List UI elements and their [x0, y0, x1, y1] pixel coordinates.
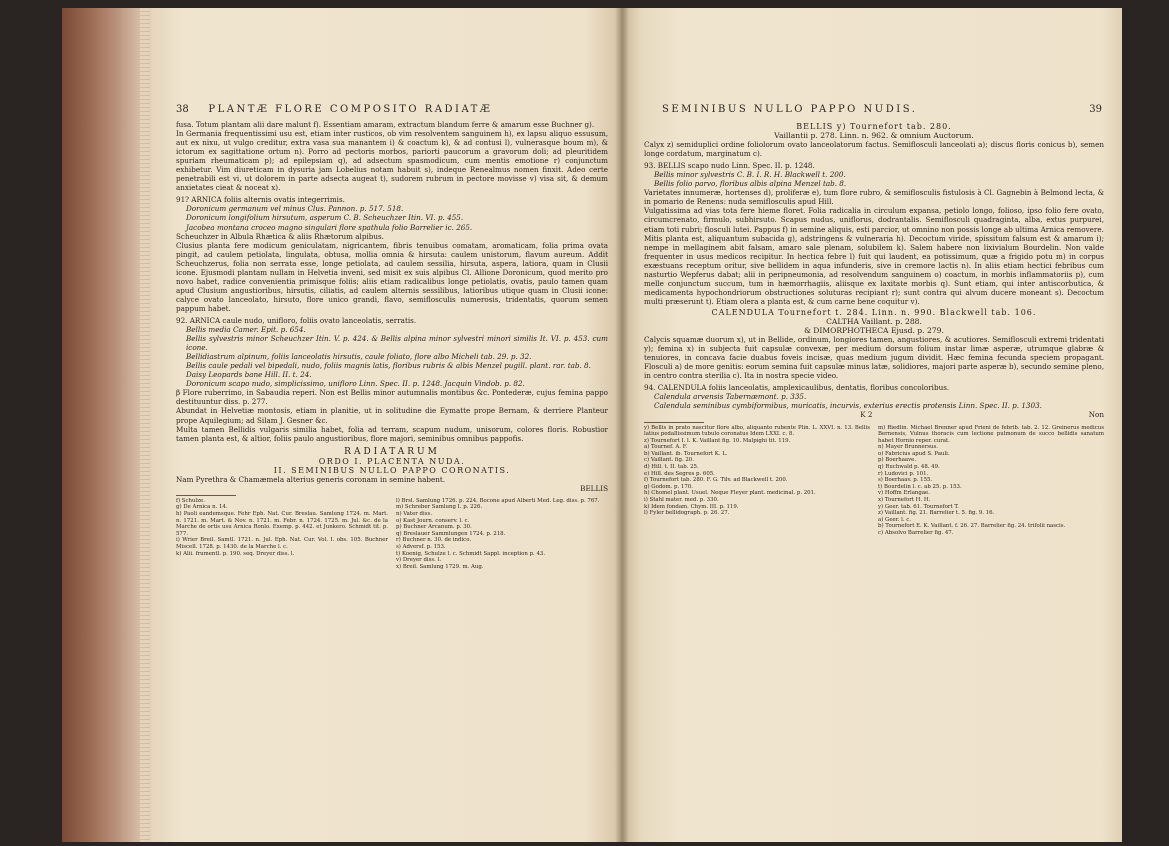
book-gutter [615, 8, 629, 842]
species-91-title: 91? ARNICA foliis alternis ovatis integerrimis. [176, 195, 345, 205]
footnote: m) Riedlin. Michael Brenner apud Frieni de febrib. tab. 2. 12. Greinerus medicus Bernensis, Vulnus thoracis cum lectione pulmonum de succo bellidis sanatum habet Hornio reper. curat. [878, 424, 1104, 444]
genus-heading: BELLIS y) Tournefort tab. 280. [796, 122, 952, 131]
synonym: Bellis sylvestris minor Scheuchzer Itin. V. p. 424. & Bellis alpina minor sylvestri minori similis It. VI. p. 453. cum icone. [186, 334, 608, 353]
footnote: v) Hoffm Erlangae. [878, 490, 930, 497]
footnote: i) Stahl mater. med. p. 330. [644, 497, 719, 504]
footnote: g) De Arnica n. 14. [176, 504, 228, 511]
footnote: b) Vaillant. ib. Tournefort K. L. [644, 450, 728, 457]
book-cover-edge [62, 8, 154, 842]
footnote: x) Tournefort H. H. [878, 497, 931, 504]
footnote: d) Hill. t. II. tab. 25. [644, 464, 699, 471]
section-intro: Nam Pyrethra & Chamæmela alterius generis coronam in semine habent. [176, 474, 446, 484]
footnote: r) Ludovici p. 101. [878, 470, 929, 477]
genus-description: Calycis squamæ duorum x), ut in Bellide, ordinum, longiores tamen, angustiores, & acutiores. Semiflosculi extremi tridentati y); femina x) in subjecta fuit capsulæ convexæ, per medium dorsum folium instar limæ asperæ, utrumque glabræ & tenuiores, in concava facie duabus foveis incisæ, quas medium jugum dividit. Hæc femina fecunda speciem propagant. Flosculi a) de more genitis: eorum semina fuit capsulæ minus latæ, solidiores, majori parte asperæ b), secundo semine pleno, in centro contra sterilia c). Ita in nostra specie video. [644, 335, 1104, 381]
left-text-block [176, 120, 608, 570]
synonym: Doronicum germanum vel minus Clus. Pannon. p. 517. 518. [186, 204, 404, 214]
species-93-text: Mitis planta est, aliquantum subacida g), adstringens & vulneraria h). Decoctum viride, spissitum falsum est & amarum i); nempe in mellaginem abit falsam, amaro sale plenam, solubilem k). Salem habere non lixivialum Bourdelin. Non valde frequenter in usus medicos recipitur. In hectica febre l) fuit qui laudent, ea potissimum, quæ a frigido potu m) in corpus exæstuans receptum oritur, sive bellidem in aqua infunderis, sive in cremore lactis n). In aliis etiam hectici febribus cum nasturtio Wepferus dabat; alii in peripneumonia, ad resolvendum sanguinem o) coactum, in morbis inflammatoriis p), cum melle conjunctum succum, tum in hæmorrhagiis, aliisque ex laxitate morbis q). Sunt etiam, qui inter antiscorbutica, & medicamenta hypochondriorum obstructiones soluturas recipiant r); sunt contra qui alvum ducere moneant s). Decoctum multi præserunt t). Etiam olera a planta est, & cum carne bene coquitur v). [644, 233, 1104, 306]
species-94-title: 94. CALENDULA foliis lanceolatis, amplexicaulibus, dentatis, floribus concoloribus. [644, 383, 950, 393]
footnote: t) Koenig, Schulze l. c. Schmidt Sappl. inception p. 43. [396, 550, 546, 557]
synonym: Scheuchzer in Albula Rhætica & aliis Rhætorum alpibus. [176, 231, 384, 241]
footnote-column [878, 425, 1104, 537]
synonym: Bellis minor sylvestris C. B. I. R. H. Blackwell t. 200. [654, 170, 846, 180]
synonym: Bellis folio parvo, floribus albis alpina Menzel tab. 8. [654, 179, 847, 189]
left-footnotes [176, 498, 608, 571]
footnote: q) Breslauer Sammlungen 1724. p. 218. [396, 530, 506, 537]
footnote: t) Bourdelin l. c. ab 25. p. 153. [878, 483, 962, 490]
genus-subheading: Vaillantii p. 278. Linn. n. 962. & omnium Auctorum. [774, 131, 974, 141]
synonym: Daisy Leopards bane Hill. II. t. 24. [186, 370, 312, 380]
footnote: z) Tournefort I. l. K. Vaillant fig. 10. Malpighi tit. 119. [644, 437, 791, 444]
footnote: m) Schreber Samlung I. p. 226. [396, 504, 483, 511]
catchword: BELLIS [580, 483, 608, 493]
species-92-text: Multa tamen Bellidis vulgaris similia habet, folia ad terram, scapum nudum, unisorum, colores floris. Robustior tamen planta est, & altior, foliis paulo angustioribus, flore majori, seminibus omnibus pappofis. [176, 424, 608, 443]
left-page-number: 38 [176, 104, 189, 115]
right-running-title: SEMINIBUS NULLO PAPPO NUDIS. [662, 104, 918, 115]
footnote: l) Brsl. Samlung 1726. p. 224. Bocone apud Alberti Med. Leg. diss. p. 767. [396, 497, 600, 504]
species-93-title: 93. BELLIS scapo nudo Linn. Spec. II. p. 1248. [644, 161, 815, 171]
genus-subheading: CALTHA Vaillant. p. 288. [826, 316, 922, 326]
footnote-column [176, 498, 388, 571]
species-91-text: Clusius planta fere modicum geniculatam, nigricantem, fibris tenuibus comatam, aromaticam, folia prima ovata pingit, ad caulem petiolata, lingulata, obtusa, mollia omnia & hirsuta: caulem unistorum, flavum aureum. Addit Scheuchzerus, folia non serrata esse, longe petiolata, ad caulem sessilia, hirsuta, aspera, latiora, quam in Clusii icone. Ejusmodi plantam nullam in Helvetia inveni, sed misit ex suis alpibus Cl. Allione Doronicum, quod merito pro novo habet, radice convenientia primisque foliis; aliis etiam radicalibus longe petiolatis, ovatis, paulo tamen quam apud Clusium angustioribus, hirsutis, ciliatis, ad caulem alternis sessilibus, latioribus utique quam in Clusii icone: calyce ovato lanceolato, hirsuto, flore unico grandi, flavo, semiflosculis numerosis, tridentatis, quorum semen pappum habet. [176, 240, 608, 313]
footnote: p) Buchner Arcanum. p. 30. [396, 524, 472, 531]
paragraph: In Germania frequentissimi usu est, etiam inter rusticos, ob vim resolventem sanguinem h), ex lapsu aliquo essusum, aut ex nixu, ut vulgo creditur, extra vasa sua manantem i) & coactum k), & ad contusi l), vulnerasque boum m), & ictorum ex sagittatione ortum n). Porro ad pectoris morbos, pariorti paucorum a gravorum doli; ad pleuritidem spuriam rheumaticam p); ad epilepsiam q), ad adsectum spasmodicum, cum mentis emotione r) conjunctum exhibetur. Vim diureticam in dysuria jam Lobelius notam habuit s), indeque Renealmus nomen finxit. Adeo certe penetrabili est vi, ut dolorem in parte adsecta augeat t), sudorem rubrum in pectore movisse v) visa sit, & demum anxietates cieat & noceat x). [176, 129, 608, 193]
footnote: o) Kast Journ. conserv. l. c. [396, 517, 470, 524]
footnote: c) Vaillant. fig. 20. [644, 457, 694, 464]
genus-heading: CALENDULA Tournefort t. 284. Linn. n. 990. Blackwell tab. 106. [711, 307, 1037, 317]
footnote: e) Hill. des Segres p. 605. [644, 470, 715, 477]
synonym: Doronicum scapo nudo, simplicissimo, unifloro Linn. Spec. II. p. 1248. Jacquin Vindob. p. 82. [186, 379, 525, 389]
footnote: a) Geer. l. c. [878, 516, 912, 523]
footnote: o) Fabricius apud S. Pauli. [878, 450, 950, 457]
footnote-column [396, 498, 608, 571]
right-running-head [662, 104, 1102, 115]
footnote: p) Boerhaave. [878, 457, 917, 464]
species-92-text: Abundat in Helvetiæ montosis, etiam in planitie, ut in solitudine die Eymatte prope Bernam, & derriere Planteur prope Aquilegium; ad Silam J. Gesner &c. [176, 406, 608, 425]
footnote: f) Tournefort tab. 280. F. G. Tilv. ad Blackwell t. 200. [644, 477, 788, 484]
footnote: c) Absolvo Barrelier fig. 47. [878, 530, 954, 536]
right-page-number: 39 [1089, 104, 1102, 115]
footnote: y) Geer. tab. 61. Tournefort T. [878, 503, 959, 510]
footnote: s) Boerhaav. p. 155. [878, 477, 933, 484]
signature-mark: K 2 [860, 410, 873, 420]
footnote: h) Paoli eandemsque. Fehr Eph. Nat. Cur. Breslau. Samlung 1724. m. Mart. n. 1721. m. Mart. & Nov. n. 1721. m. Febr. n. 1724. 1725. m. Jul. &c. de la Marche de ortis usu Arnica Ronlo. Exemp. p. 442. et Junkero. Schmidt tit. p. 577. [176, 511, 388, 537]
footnote: h) Chomel plant. Usuel. Neque Fleyer plant. medicinal. p. 201. [644, 490, 816, 497]
right-footnotes [644, 425, 1104, 537]
species-93-text: Vulgatissima ad vias tota fere hieme floret. Folia radicalia in circulum expansa, petiolo longo, folioso, ipso folio fere ovato, circumcrenato, firmulo, subhirsuto. Scapus nudus, uniflorus, dodrantalis. Semiflosculi quadraginta, alba, extus purpurei, etiam toti rubri; flosculi lutei. Pappus f) in semine aliquis, esti parcior, ut omnino non possis longe ab ultima Arnica removere. [644, 206, 1104, 234]
footnote-rule [176, 495, 236, 496]
species-92-title: 92. ARNICA caule nudo, unifloro, foliis ovato lanceolatis, serratis. [176, 315, 417, 325]
left-running-head [176, 104, 608, 115]
footnote: x) Breil. Samlung 1729. m. Aug. [396, 563, 484, 570]
footnote: l) Fyler bellidograph. p. 26. 27. [644, 510, 730, 517]
genus-description: Calyx z) semiduplici ordine foliolorum ovato lanceolatorum factus. Semiflosculi lanceolati a); discus floris conicus b), semen longe cordatum, marginatum c). [644, 140, 1104, 159]
footnote: n) Vater diss. [396, 511, 432, 518]
footnote: g) Godom. p. 170. [644, 483, 693, 490]
catchword: Non [1088, 410, 1104, 420]
species-92-text: β Flore ruberrimo, in Sabaudia reperi. Non est Bellis minor autumnalis montibus &c. Pontederæ, cujus femina pappo destituuntur diss. p. 277. [176, 388, 608, 407]
synonym: Doronicum longifolium hirsutum, asperum C. B. Scheuchzer Itin. VI. p. 455. [186, 213, 464, 223]
footnote: a) Tournef. A. F. [644, 444, 688, 451]
footnote: k) Alii. frumentl. p. 190. seq. Dreyer diss. l. [176, 550, 295, 557]
footnote: n) Mayer Brunnersus. [878, 444, 938, 451]
footnote: y) Bellis in prato nascitur flore albo, aliquanto rubente Plin. L. XXVI. n. 13. Bellis latius pedallissimum tubulo coronatus Idem LXXI. c. 8. [644, 424, 870, 438]
footnote: q) Ruchwald p. 48. 49. [878, 464, 940, 471]
synonym: Calendula seminibus cymbiformibus, muricatis, incurvis, exterius erectis protensis Linn. Spec. II. p. 1303. [654, 401, 1042, 411]
footnote: v) Dreyer diss. l. [396, 557, 442, 564]
left-running-title: PLANTÆ FLORE COMPOSITO RADIATÆ [208, 104, 493, 115]
section-heading: RADIATARUM [344, 446, 440, 457]
footnote: z) Vaillant. fig. 21. Barrelier t. 5. fig. 9. 16. [878, 510, 995, 517]
genus-subheading: & DIMORPHOTHECA Ejusd. p. 279. [804, 326, 944, 336]
left-page [154, 8, 622, 842]
synonym: Jacobea montana croceo magno singulari flore spathula folio Barrelier ic. 265. [186, 222, 473, 232]
open-book [62, 8, 1122, 842]
footnote: k) Idem fondam. Chym. III. p. 119. [644, 503, 739, 510]
footnote-rule [644, 422, 704, 423]
species-93-text: Varietates innumeræ, hortenses d), proliferæ e), tum flore rubro, & semiflosculis fistulosis à Cl. Gagnebin à Belmond lecta, & in pomario de Renens: nuda semiflosculis apud Hill. [644, 188, 1104, 207]
footnote: r) Buchner n. 30. de indico. [396, 537, 472, 544]
synonym: Bellidiastrum alpinum, foliis lanceolatis hirsutis, caule foliato, flore albo Micheli tab. 29. p. 32. [186, 352, 532, 362]
footnote: f) Schulze. [176, 497, 205, 504]
section-subheading: ORDO I. PLACENTA NUDA. [318, 456, 466, 466]
right-text-block [644, 120, 1104, 537]
footnote: i) Wrier Breil. Samtl. 1721. n. Jul. Eph. Nat. Cur. Vol. I. obs. 105. Buchner Miscell. 1728. p. 1430. de la Marche l. c. [176, 537, 388, 551]
section-subheading: II. SEMINIBUS NULLO PAPPO CORONATIS. [273, 465, 511, 475]
footnote: s) Adversf. p. 153. [396, 544, 446, 551]
signature-row [644, 410, 1104, 419]
footnote: b) Tournefort E. K. Vaillant. f. 26. 27. Barrelier fig. 24. trifolii nascis. [878, 523, 1066, 530]
synonym: Bellis media Camer. Epit. p. 654. [186, 325, 306, 335]
synonym: Calendula arvensis Tabernæmont. p. 335. [654, 392, 807, 402]
footnote-column [644, 425, 870, 537]
right-page [622, 8, 1122, 842]
synonym: Bellis caule pedali vel bipedali, nudo, foliis magnis latis, floribus rubris & albis Menzel pugill. plant. rar. tab. 8. [186, 361, 591, 371]
paragraph: fusa. Totum plantam alii dare malunt f). Essentiam amaram, extractum blandum ferre & amarum esse Buchner g). [176, 120, 595, 129]
